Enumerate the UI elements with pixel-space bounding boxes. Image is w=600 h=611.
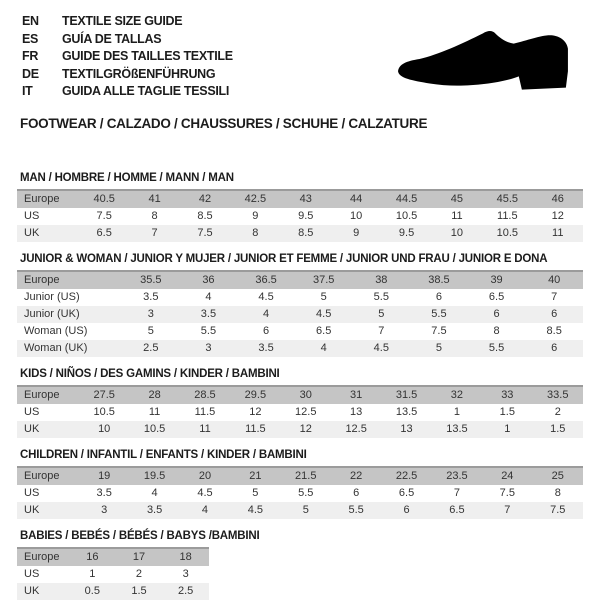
language-code: ES bbox=[22, 31, 39, 46]
table-row bbox=[17, 485, 583, 502]
size-table bbox=[17, 466, 583, 519]
size-cell: 7 bbox=[551, 291, 558, 303]
size-cell: 12 bbox=[249, 406, 262, 418]
size-cell: 16 bbox=[69, 548, 116, 566]
size-cell: 4 bbox=[180, 502, 230, 519]
row-label: Junior (US) bbox=[24, 291, 80, 303]
size-table bbox=[17, 270, 583, 357]
row-label: UK bbox=[17, 583, 69, 600]
size-cell: 10.5 bbox=[395, 210, 418, 222]
size-cell: 7.5 bbox=[96, 210, 112, 222]
guide-title: TEXTILE SIZE GUIDE bbox=[62, 14, 183, 28]
table-row bbox=[17, 271, 583, 289]
size-cell: 21 bbox=[230, 467, 280, 485]
size-cell: 25 bbox=[533, 467, 583, 485]
guide-title: GUÍA DE TALLAS bbox=[62, 31, 162, 46]
size-cell: 5.5 bbox=[410, 306, 468, 323]
size-cell: 9 bbox=[252, 210, 259, 222]
size-cell: 10 bbox=[350, 210, 363, 222]
table-row bbox=[17, 421, 583, 438]
size-cell: 7 bbox=[482, 502, 532, 519]
size-cell: 5 bbox=[252, 487, 259, 499]
table-row bbox=[17, 566, 209, 583]
row-label: US bbox=[24, 487, 40, 499]
size-cell: 10 bbox=[79, 421, 129, 438]
size-cell: 31.5 bbox=[381, 386, 431, 404]
size-cell: 5 bbox=[320, 291, 327, 303]
size-cell: 5.5 bbox=[298, 487, 314, 499]
language-code: EN bbox=[22, 14, 39, 28]
size-cell: 32 bbox=[432, 386, 482, 404]
size-cell: 30 bbox=[281, 386, 331, 404]
language-row bbox=[0, 13, 600, 31]
size-cell: 2.5 bbox=[162, 583, 209, 600]
size-cell: 44 bbox=[331, 190, 381, 208]
size-cell: 39 bbox=[468, 271, 526, 289]
size-cell: 35.5 bbox=[122, 271, 180, 289]
size-cell: 42 bbox=[180, 190, 230, 208]
table-row bbox=[17, 548, 209, 566]
page-header bbox=[0, 0, 600, 131]
table-row bbox=[17, 289, 583, 306]
size-cell: 33 bbox=[482, 386, 532, 404]
size-cell: 4 bbox=[295, 340, 353, 357]
size-cell: 12.5 bbox=[331, 421, 381, 438]
table-row bbox=[17, 225, 583, 242]
size-cell: 0.5 bbox=[69, 583, 116, 600]
section-title: KIDS / NIÑOS / DES GAMINS / KINDER / BAMBINI bbox=[20, 368, 280, 380]
size-cell: 19 bbox=[79, 467, 129, 485]
guide-title: GUIDA ALLE TAGLIE TESSILI bbox=[62, 84, 230, 98]
size-cell: 1.5 bbox=[533, 421, 583, 438]
size-cell: 10.5 bbox=[129, 421, 179, 438]
size-cell: 24 bbox=[482, 467, 532, 485]
size-cell: 2 bbox=[554, 406, 561, 418]
table-row bbox=[17, 306, 583, 323]
row-label: Europe bbox=[17, 467, 79, 485]
size-cell: 10.5 bbox=[482, 225, 532, 242]
row-label: UK bbox=[17, 225, 79, 242]
size-table bbox=[17, 189, 583, 242]
size-cell: 6.5 bbox=[79, 225, 129, 242]
size-cell: 41 bbox=[129, 190, 179, 208]
size-cell: 40.5 bbox=[79, 190, 129, 208]
size-cell: 3.5 bbox=[129, 502, 179, 519]
size-cell: 1 bbox=[453, 406, 460, 418]
size-cell: 31 bbox=[331, 386, 381, 404]
section-title: MAN / HOMBRE / HOMME / MANN / MAN bbox=[20, 172, 234, 184]
size-cell: 11.5 bbox=[497, 210, 518, 222]
size-cell: 1.5 bbox=[499, 406, 515, 418]
row-label: Woman (UK) bbox=[17, 340, 122, 357]
size-cell: 7 bbox=[129, 225, 179, 242]
size-cell: 7.5 bbox=[499, 487, 515, 499]
size-cell: 6.5 bbox=[316, 325, 332, 337]
size-cell: 42.5 bbox=[230, 190, 280, 208]
size-cell: 18 bbox=[162, 548, 209, 566]
size-cell: 6 bbox=[525, 340, 583, 357]
size-cell: 8.5 bbox=[546, 325, 562, 337]
size-section-junior-woman bbox=[17, 253, 583, 357]
row-label: Woman (US) bbox=[24, 325, 88, 337]
section-title: BABIES / BEBÉS / BÉBÉS / BABYS /BAMBINI bbox=[20, 530, 260, 542]
size-cell: 6 bbox=[468, 306, 526, 323]
size-cell: 40 bbox=[525, 271, 583, 289]
dress-shoe-icon bbox=[397, 30, 571, 92]
size-cell: 10 bbox=[432, 225, 482, 242]
table-row bbox=[17, 190, 583, 208]
language-code: FR bbox=[22, 49, 39, 63]
row-label: US bbox=[24, 406, 40, 418]
size-cell: 17 bbox=[116, 548, 163, 566]
size-cell: 8.5 bbox=[197, 210, 213, 222]
size-cell: 13.5 bbox=[395, 406, 418, 418]
size-cell: 11 bbox=[180, 421, 230, 438]
table-row bbox=[17, 583, 209, 600]
category-title: FOOTWEAR / CALZADO / CHAUSSURES / SCHUHE / CALZATURE bbox=[20, 115, 428, 131]
size-cell: 4.5 bbox=[197, 487, 213, 499]
size-cell: 4.5 bbox=[295, 306, 353, 323]
size-cell: 11 bbox=[533, 225, 583, 242]
section-title: CHILDREN / INFANTIL / ENFANTS / KINDER / BAMBINI bbox=[20, 449, 307, 461]
table-row bbox=[17, 386, 583, 404]
size-cell: 21.5 bbox=[281, 467, 331, 485]
guide-title: TEXTILGRÖßENFÜHRUNG bbox=[62, 66, 216, 81]
size-cell: 3 bbox=[182, 568, 189, 580]
size-cell: 4.5 bbox=[230, 502, 280, 519]
table-row bbox=[17, 404, 583, 421]
size-cell: 8 bbox=[230, 225, 280, 242]
size-cell: 3 bbox=[79, 502, 129, 519]
size-section-man bbox=[17, 172, 583, 242]
size-cell: 6.5 bbox=[432, 502, 482, 519]
size-cell: 7.5 bbox=[533, 502, 583, 519]
size-cell: 2 bbox=[135, 568, 143, 580]
size-cell: 5.5 bbox=[200, 325, 217, 337]
size-cell: 38.5 bbox=[410, 271, 468, 289]
row-label: US bbox=[24, 568, 40, 580]
size-cell: 6 bbox=[435, 291, 442, 303]
size-section-babies bbox=[17, 530, 583, 600]
section-title: JUNIOR & WOMAN / JUNIOR Y MUJER / JUNIOR ET FEMME / JUNIOR UND FRAU / JUNIOR E DONA bbox=[20, 253, 548, 265]
size-cell: 5.5 bbox=[468, 340, 526, 357]
table-row bbox=[17, 502, 583, 519]
size-cell: 6 bbox=[353, 487, 360, 499]
size-cell: 22.5 bbox=[381, 467, 431, 485]
size-table bbox=[17, 385, 583, 438]
size-cell: 8 bbox=[493, 325, 500, 337]
size-cell: 4 bbox=[237, 306, 295, 323]
size-cell: 6 bbox=[381, 502, 431, 519]
size-cell: 45 bbox=[432, 190, 482, 208]
size-cell: 28 bbox=[129, 386, 179, 404]
size-cell: 3.5 bbox=[96, 487, 112, 499]
language-code: DE bbox=[22, 66, 39, 81]
size-cell: 5 bbox=[410, 340, 468, 357]
size-cell: 9 bbox=[331, 225, 381, 242]
size-cell: 45.5 bbox=[482, 190, 532, 208]
size-cell: 20 bbox=[180, 467, 230, 485]
size-cell: 36 bbox=[180, 271, 238, 289]
table-row bbox=[17, 467, 583, 485]
size-cell: 6 bbox=[263, 325, 270, 337]
row-label: Europe bbox=[17, 386, 79, 404]
row-label: Europe bbox=[17, 271, 122, 289]
size-cell: 11.5 bbox=[194, 406, 216, 418]
size-table bbox=[17, 547, 209, 600]
size-cell: 27.5 bbox=[79, 386, 129, 404]
size-cell: 10.5 bbox=[93, 406, 115, 418]
size-cell: 4.5 bbox=[353, 340, 411, 357]
size-cell: 46 bbox=[533, 190, 583, 208]
size-cell: 5 bbox=[281, 502, 331, 519]
size-cell: 3.5 bbox=[180, 306, 238, 323]
size-section-kids bbox=[17, 368, 583, 438]
size-cell: 12 bbox=[281, 421, 331, 438]
row-label: UK bbox=[17, 421, 79, 438]
size-cell: 8.5 bbox=[281, 225, 331, 242]
size-cell: 1.5 bbox=[116, 583, 163, 600]
row-label: US bbox=[24, 210, 40, 222]
size-cell: 38 bbox=[353, 271, 411, 289]
size-cell: 3 bbox=[180, 340, 238, 357]
size-cell: 4 bbox=[151, 487, 158, 499]
size-cell: 36.5 bbox=[237, 271, 295, 289]
table-row bbox=[17, 323, 583, 340]
size-cell: 3.5 bbox=[237, 340, 295, 357]
size-cell: 6.5 bbox=[398, 487, 415, 499]
row-label: UK bbox=[17, 502, 79, 519]
size-cell: 13 bbox=[381, 421, 431, 438]
size-cell: 23.5 bbox=[432, 467, 482, 485]
guide-title: GUIDE DES TAILLES TEXTILE bbox=[62, 49, 233, 63]
size-cell: 37.5 bbox=[295, 271, 353, 289]
size-cell: 3.5 bbox=[143, 291, 159, 303]
size-cell: 13.5 bbox=[432, 421, 482, 438]
size-cell: 1 bbox=[482, 421, 532, 438]
size-cell: 8 bbox=[151, 210, 158, 222]
size-cell: 43 bbox=[281, 190, 331, 208]
size-cell: 7 bbox=[453, 487, 460, 499]
size-cell: 4 bbox=[205, 291, 212, 303]
size-tables bbox=[17, 172, 583, 611]
size-cell: 13 bbox=[350, 406, 363, 418]
size-cell: 44.5 bbox=[381, 190, 431, 208]
size-cell: 9.5 bbox=[381, 225, 431, 242]
size-cell: 22 bbox=[331, 467, 381, 485]
size-cell: 19.5 bbox=[129, 467, 179, 485]
row-label: Europe bbox=[17, 548, 69, 566]
size-cell: 7.5 bbox=[431, 325, 447, 337]
size-cell: 11 bbox=[451, 210, 463, 222]
size-cell: 6.5 bbox=[488, 291, 505, 303]
size-cell: 5.5 bbox=[373, 291, 389, 303]
size-cell: 4.5 bbox=[258, 291, 274, 303]
size-section-children bbox=[17, 449, 583, 519]
row-label: Junior (UK) bbox=[17, 306, 122, 323]
size-cell: 11.5 bbox=[230, 421, 280, 438]
size-cell: 12 bbox=[551, 210, 564, 222]
size-cell: 12.5 bbox=[295, 406, 317, 418]
size-cell: 29.5 bbox=[230, 386, 280, 404]
size-cell: 2.5 bbox=[122, 340, 180, 357]
size-cell: 3 bbox=[122, 306, 180, 323]
table-row bbox=[17, 340, 583, 357]
size-cell: 11 bbox=[148, 406, 161, 418]
size-cell: 6 bbox=[525, 306, 583, 323]
size-cell: 8 bbox=[554, 487, 561, 499]
size-cell: 7 bbox=[378, 325, 385, 337]
size-cell: 1 bbox=[89, 568, 96, 580]
row-label: Europe bbox=[17, 190, 79, 208]
size-cell: 28.5 bbox=[180, 386, 230, 404]
size-cell: 5 bbox=[147, 325, 154, 337]
size-cell: 5.5 bbox=[331, 502, 381, 519]
size-cell: 9.5 bbox=[298, 210, 314, 222]
size-cell: 7.5 bbox=[180, 225, 230, 242]
size-cell: 33.5 bbox=[533, 386, 583, 404]
language-code: IT bbox=[22, 84, 33, 98]
size-cell: 5 bbox=[353, 306, 411, 323]
table-row bbox=[17, 208, 583, 225]
